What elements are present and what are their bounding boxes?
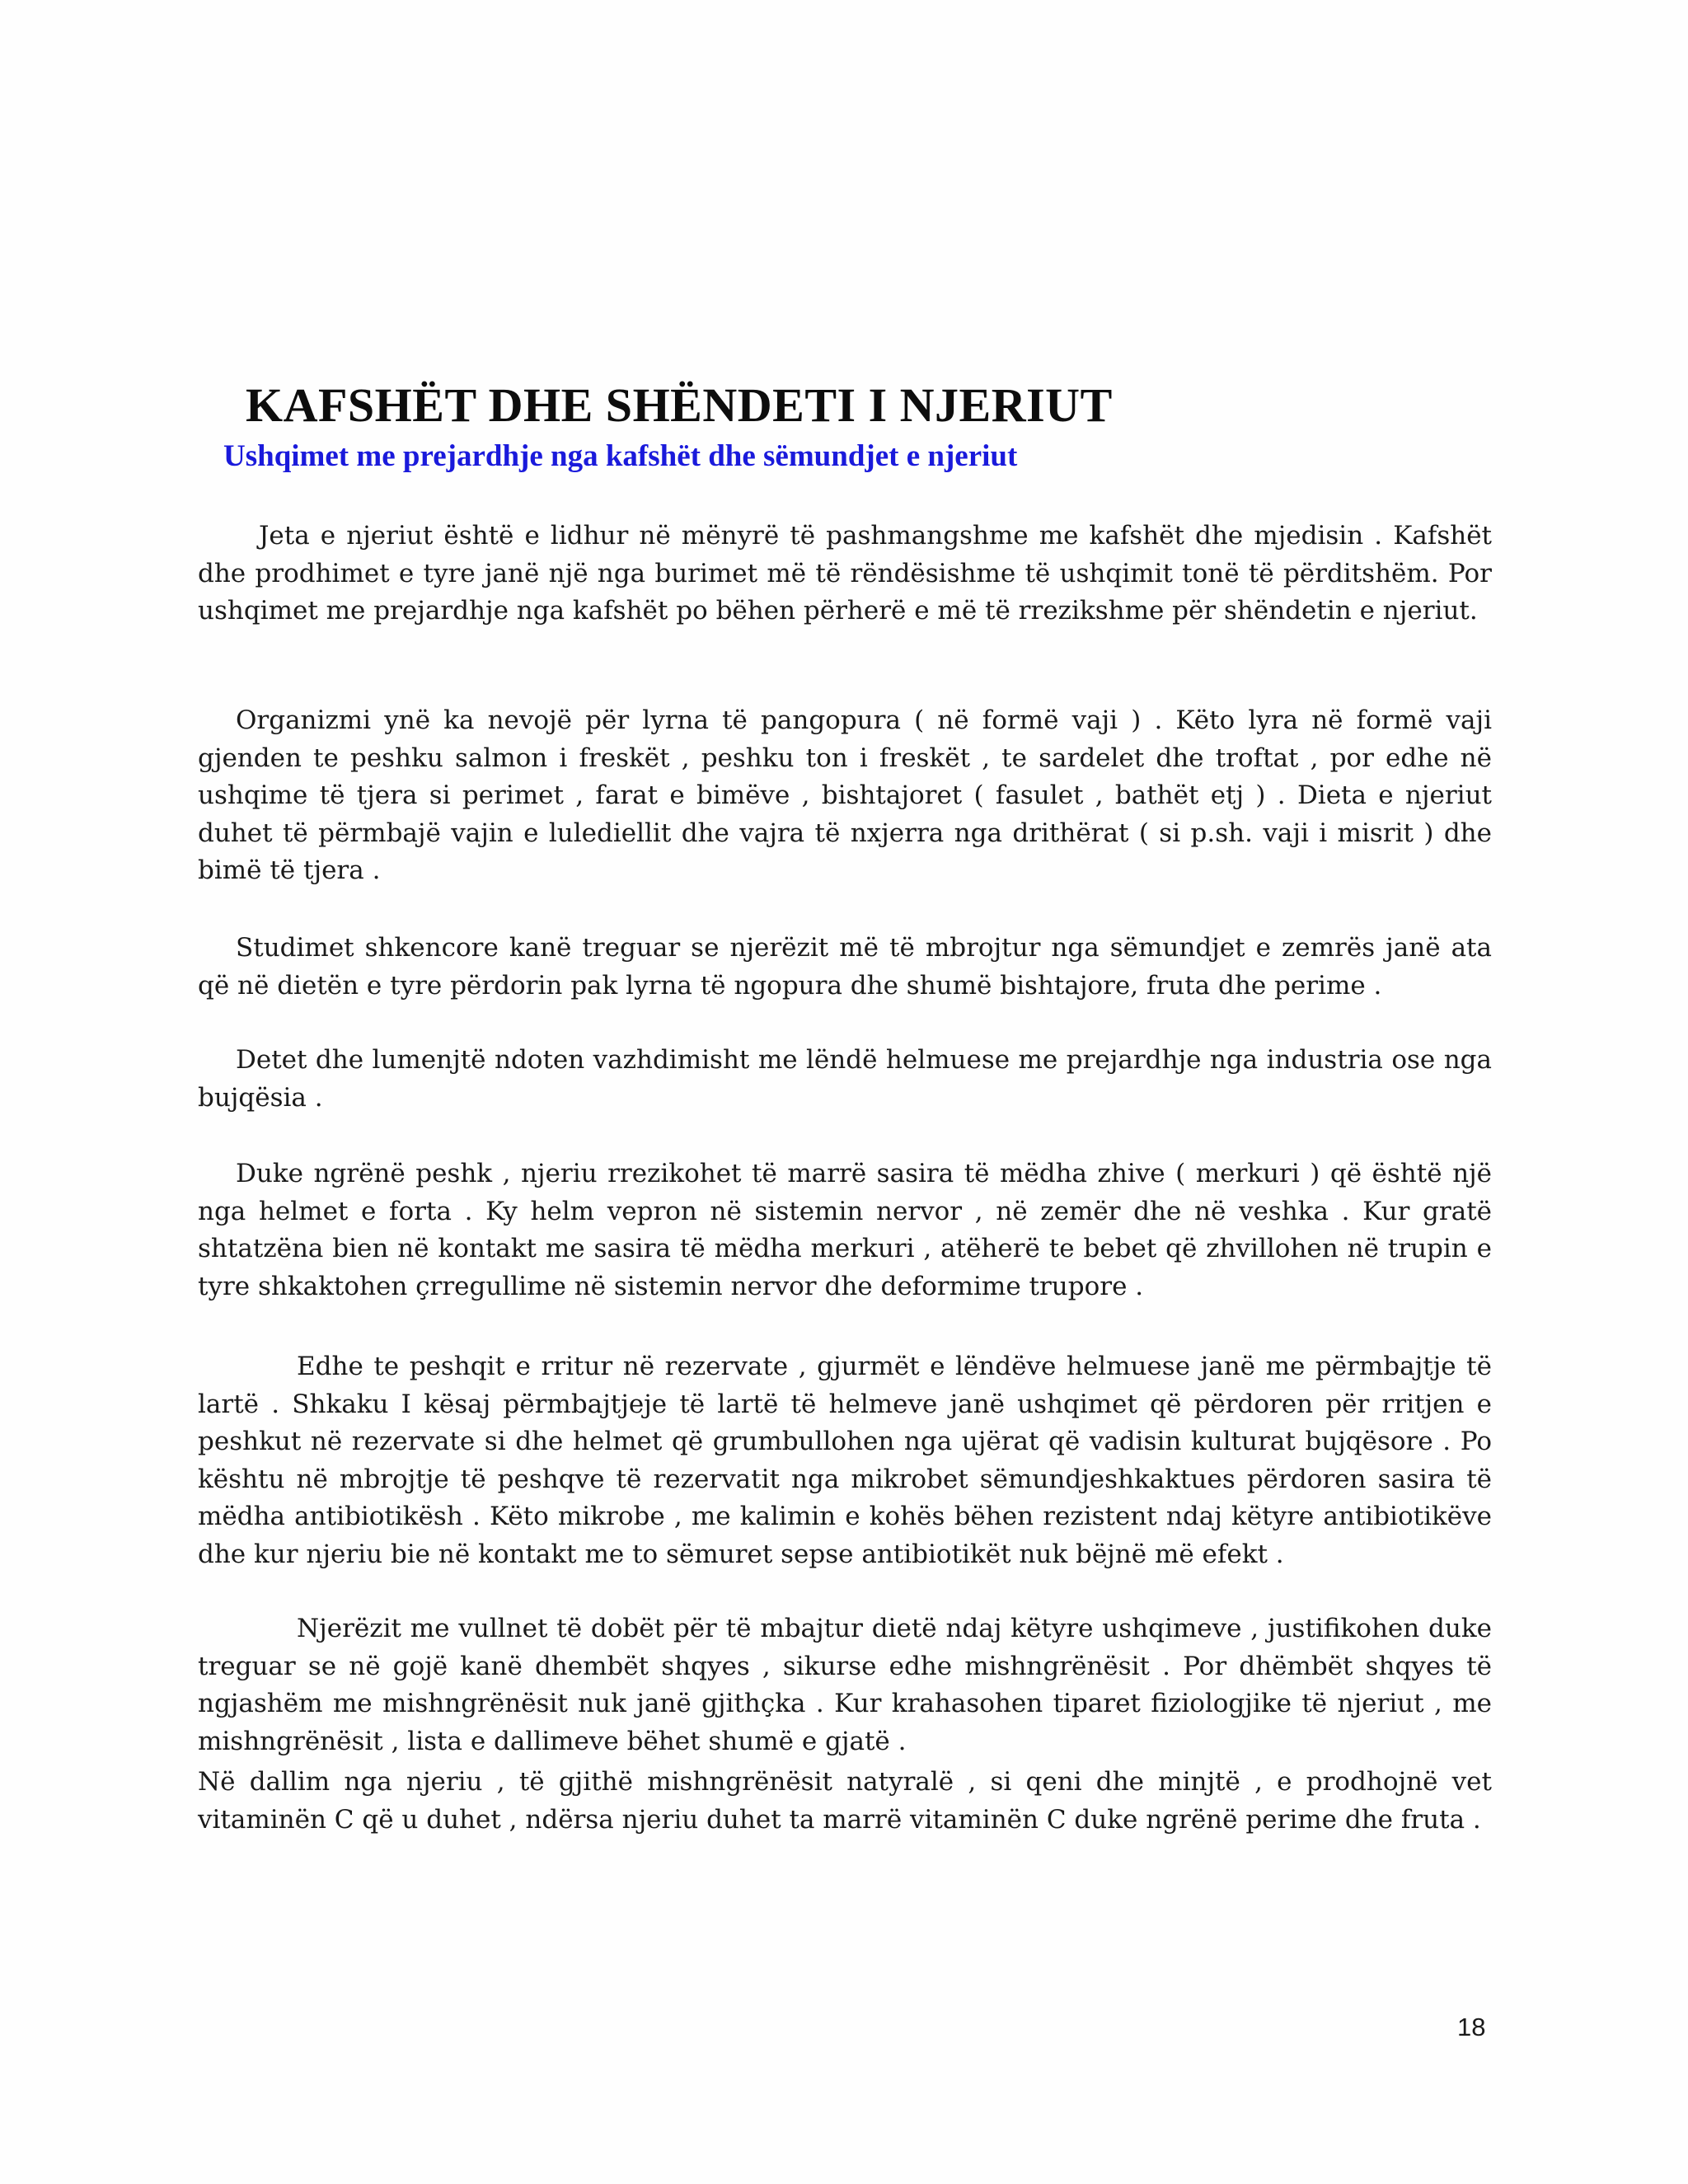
paragraph-carnivores: Njerëzit me vullnet të dobët për të mbajtur dietë ndaj këtyre ushqimeve , justifikohen duke treguar se në gojë kanë dhembët shqyes , sikurse edhe mishngrënësit . Por dhëmbët shqyes të ngjashëm me mishngrënësit nuk janë gjithçka . Kur krahasohen tiparet fiziologjike të njeriut , me mishngrënësit , lista e dallimeve bëhet shumë e gjatë .: [198, 1614, 1492, 1756]
paragraph-mercury: Duke ngrënë peshk , njeriu rrezikohet të marrë sasira të mëdha zhive ( merkuri ) që është një nga helmet e forta . Ky helm vepron në sistemin nervor , në zemër dhe në veshka . Kur gratë shtatzëna bien në kontakt me sasira të mëdha merkuri , atëherë te bebet që zhvillohen në trupin e tyre shkaktohen çrregullime në sistemin nervor dhe deformime trupore .: [198, 1159, 1492, 1301]
paragraph-intro: Jeta e njeriut është e lidhur në mënyrë të pashmangshme me kafshët dhe mjedisin . Kafshët dhe prodhimet e tyre janë një nga burimet më të rëndësishme të ushqimit tonë të përditshëm. Por ushqimet me prejardhje nga kafshët po bëhen përherë e më të rrezikshme për shëndetin e njeriut.: [198, 521, 1492, 626]
page-subtitle: Ushqimet me prejardhje nga kafshët dhe sëmundjet e njeriut: [223, 439, 1018, 473]
page-title: KAFSHËT DHE SHËNDETI I NJERIUT: [246, 378, 1113, 432]
page-number: 18: [1457, 2013, 1486, 2041]
paragraph-pollution: Detet dhe lumenjtë ndoten vazhdimisht me lëndë helmuese me prejardhje nga industria ose nga bujqësia .: [198, 1045, 1492, 1113]
paragraph-unsaturated-fats: Organizmi ynë ka nevojë për lyrna të pangopura ( në formë vaji ) . Këto lyra në formë vaji gjenden te peshku salmon i freskët , peshku ton i freskët , te sardelet dhe troftat , por edhe në ushqime të tjera si perimet , farat e bimëve , bishtajoret ( fasulet , bathët etj ) . Dieta e njeriut duhet të përmbajë vajin e lulediellit dhe vajra të nxjerra nga drithërat ( si p.sh. vaji i misrit ) dhe bimë të tjera .: [198, 705, 1492, 885]
paragraph-vitamin-c: Në dallim nga njeriu , të gjithë mishngrënësit natyralë , si qeni dhe minjtë , e prodhojnë vet vitaminën C që u duhet , ndërsa njeriu duhet ta marrë vitaminën C duke ngrënë perime dhe fruta .: [198, 1767, 1492, 1835]
paragraph-scientific-studies: Studimet shkencore kanë treguar se njerëzit më të mbrojtur nga sëmundjet e zemrës janë ata që në dietën e tyre përdorin pak lyrna të ngopura dhe shumë bishtajore, fruta dhe perime .: [198, 933, 1492, 1001]
paragraph-fish-farms: Edhe te peshqit e rritur në rezervate , gjurmët e lëndëve helmuese janë me përmbajtje të lartë . Shkaku I kësaj përmbajtjeje të lartë të helmeve janë ushqimet që përdoren për rritjen e peshkut në rezervate si dhe helmet që grumbullohen nga ujërat që vadisin kulturat bujqësore . Po kështu në mbrojtje të peshqve të rezervatit nga mikrobet sëmundjeshkaktues përdoren sasira të mëdha antibiotikësh . Këto mikrobe , me kalimin e kohës bëhen rezistent ndaj këtyre antibiotikëve dhe kur njeriu bie në kontakt me to sëmuret sepse antibiotikët nuk bëjnë më efekt .: [198, 1352, 1492, 1569]
